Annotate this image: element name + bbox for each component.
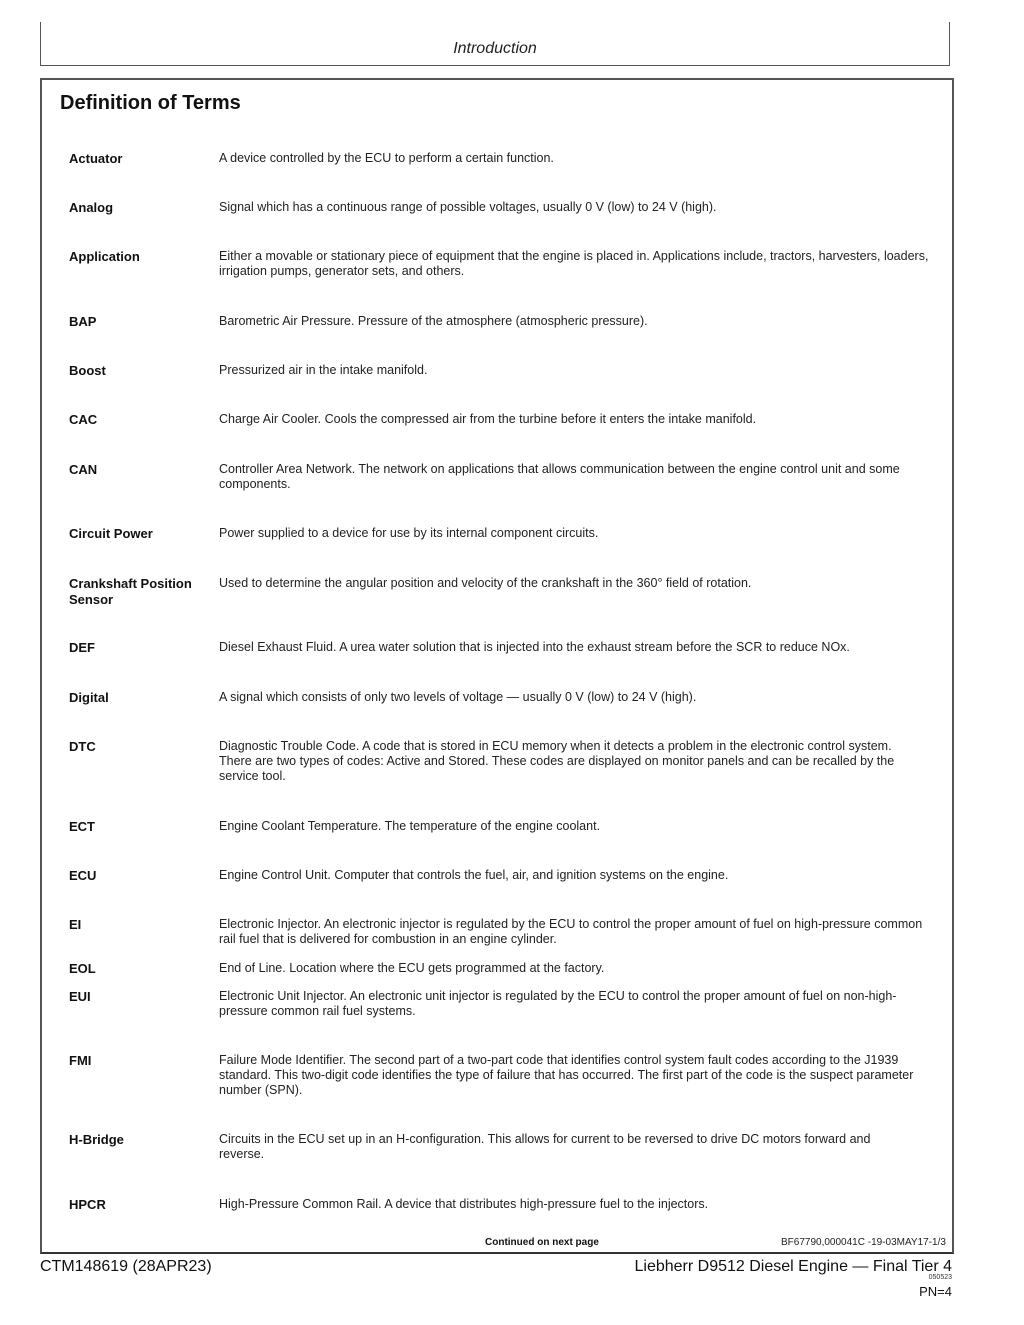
term-label: CAN [69, 462, 98, 477]
footer-page-number: PN=4 [919, 1284, 952, 1299]
term-definition: Charge Air Cooler. Cools the compressed air from the turbine before it enters the intake manifold. [219, 412, 757, 426]
term-definition: Failure Mode Identifier. The second part of a two-part code that identifies control system fault codes according to the J1939 standard. This two-digit code identifies the type of failure that has occurred. The first part of the code is the suspect parameter number (SPN). [219, 1053, 914, 1097]
term-label: FMI [69, 1053, 92, 1068]
term-label: Application [69, 249, 140, 264]
term-label: HPCR [69, 1197, 106, 1212]
term-label: Actuator [69, 151, 123, 166]
term-label: CAC [69, 412, 98, 427]
term-definition: Either a movable or stationary piece of equipment that the engine is placed in. Applications include, tractors, harvesters, loaders, irrigation pumps, generator sets, and others. [219, 249, 929, 278]
term-definition: Diagnostic Trouble Code. A code that is stored in ECU memory when it detects a problem in the electronic control system. There are two types of codes: Active and Stored. These codes are displayed on monitor panels and can be recalled by the service tool. [219, 739, 895, 783]
header-title: Introduction [453, 40, 537, 57]
term-label: Boost [69, 363, 106, 378]
term-label: EOL [69, 961, 96, 976]
term-label: Crankshaft Position Sensor [69, 576, 192, 607]
term-definition: Pressurized air in the intake manifold. [219, 363, 428, 377]
term-label: H-Bridge [69, 1132, 124, 1147]
term-definition: Circuits in the ECU set up in an H-configuration. This allows for current to be reversed to drive DC motors forward and reverse. [219, 1132, 871, 1161]
term-label: EUI [69, 989, 91, 1004]
header-box [40, 22, 950, 66]
term-label: DEF [69, 640, 95, 655]
continued-note: Continued on next page [485, 1237, 599, 1248]
term-definition: A signal which consists of only two levels of voltage — usually 0 V (low) to 24 V (high). [219, 690, 697, 704]
term-definition: Engine Coolant Temperature. The temperature of the engine coolant. [219, 819, 601, 833]
term-label: ECT [69, 819, 95, 834]
term-definition: Barometric Air Pressure. Pressure of the atmosphere (atmospheric pressure). [219, 314, 648, 328]
footer-small-code: 050523 [928, 1274, 952, 1281]
footer-manual-id: CTM148619 (28APR23) [40, 1258, 212, 1275]
term-definition: Power supplied to a device for use by its internal component circuits. [219, 526, 599, 540]
footer-engine-title: Liebherr D9512 Diesel Engine — Final Tier 4 [634, 1258, 952, 1275]
page-title: Definition of Terms [60, 92, 241, 114]
term-label: Analog [69, 200, 114, 215]
term-label: Circuit Power [69, 526, 153, 541]
document-code: BF67790,000041C -19-03MAY17-1/3 [781, 1237, 946, 1248]
term-definition: Diesel Exhaust Fluid. A urea water solution that is injected into the exhaust stream before the SCR to reduce NOx. [219, 640, 850, 654]
term-definition: Signal which has a continuous range of possible voltages, usually 0 V (low) to 24 V (high). [219, 200, 717, 214]
term-definition: Engine Control Unit. Computer that controls the fuel, air, and ignition systems on the engine. [219, 868, 729, 882]
term-label: Digital [69, 690, 109, 705]
term-definition: Electronic Injector. An electronic injector is regulated by the ECU to control the proper amount of fuel on high-pressure common rail fuel that is delivered for combustion in an engine cylinder. [219, 917, 923, 946]
term-label: BAP [69, 314, 97, 329]
term-label: ECU [69, 868, 97, 883]
term-definition: Used to determine the angular position and velocity of the crankshaft in the 360° field of rotation. [219, 576, 752, 590]
term-definition: A device controlled by the ECU to perform a certain function. [219, 151, 554, 165]
term-label: EI [69, 917, 82, 932]
term-definition: End of Line. Location where the ECU gets programmed at the factory. [219, 961, 605, 975]
term-label: DTC [69, 739, 96, 754]
term-definition: Controller Area Network. The network on applications that allows communication between the engine control unit and some components. [219, 462, 900, 491]
term-definition: High-Pressure Common Rail. A device that distributes high-pressure fuel to the injectors. [219, 1197, 709, 1211]
term-definition: Electronic Unit Injector. An electronic unit injector is regulated by the ECU to control the proper amount of fuel on non-high-pressure common rail fuel systems. [219, 989, 897, 1018]
